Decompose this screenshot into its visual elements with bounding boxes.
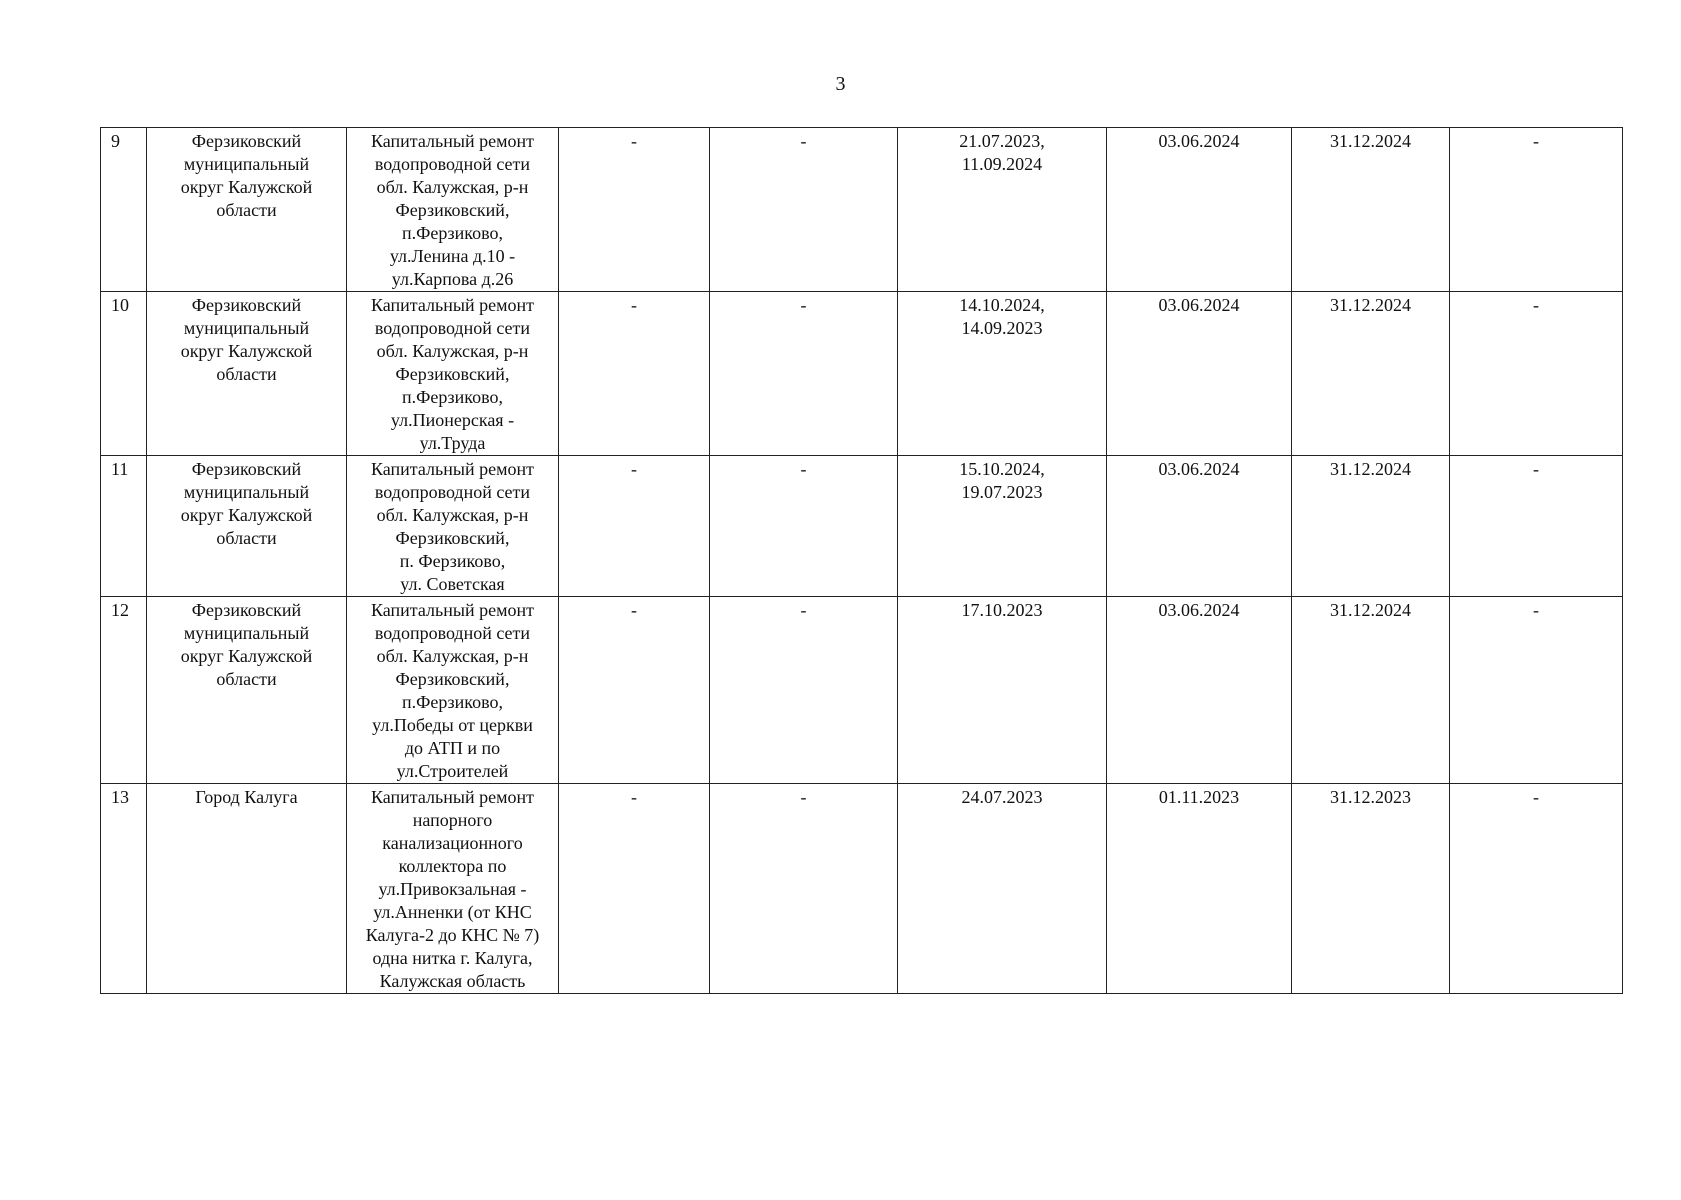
table-row xyxy=(101,597,1623,784)
dash-cell: - xyxy=(559,784,710,994)
dash-cell: - xyxy=(559,128,710,292)
object-cell: Капитальный ремонт водопроводной сети обл. Калужская, р-н Ферзиковский, п.Ферзиково, ул.Пионерская - ул.Труда xyxy=(347,292,559,456)
start-date-cell: 03.06.2024 xyxy=(1107,292,1292,456)
dash-cell: - xyxy=(710,597,898,784)
end-date-cell: 31.12.2023 xyxy=(1292,784,1450,994)
dash-cell: - xyxy=(710,292,898,456)
end-date-cell: 31.12.2024 xyxy=(1292,456,1450,597)
municipality-cell: Ферзиковский муниципальный округ Калужской области xyxy=(147,128,347,292)
dates-cell: 14.10.2024, 14.09.2023 xyxy=(898,292,1107,456)
dates-cell: 21.07.2023, 11.09.2024 xyxy=(898,128,1107,292)
row-number: 13 xyxy=(101,784,147,994)
dash-cell: - xyxy=(559,292,710,456)
dates-cell: 17.10.2023 xyxy=(898,597,1107,784)
dash-cell: - xyxy=(559,597,710,784)
row-number: 12 xyxy=(101,597,147,784)
end-date-cell: 31.12.2024 xyxy=(1292,597,1450,784)
dash-cell: - xyxy=(710,784,898,994)
row-number: 10 xyxy=(101,292,147,456)
object-cell: Капитальный ремонт водопроводной сети обл. Калужская, р-н Ферзиковский, п.Ферзиково, ул.Ленина д.10 - ул.Карпова д.26 xyxy=(347,128,559,292)
object-cell: Капитальный ремонт напорного канализационного коллектора по ул.Привокзальная - ул.Анненки (от КНС Калуга-2 до КНС № 7) одна нитка г. Калуга, Калужская область xyxy=(347,784,559,994)
table-row xyxy=(101,128,1623,292)
page-number: 3 xyxy=(835,73,846,95)
start-date-cell: 03.06.2024 xyxy=(1107,597,1292,784)
start-date-cell: 03.06.2024 xyxy=(1107,128,1292,292)
row-number: 11 xyxy=(101,456,147,597)
row-number: 9 xyxy=(101,128,147,292)
object-cell: Капитальный ремонт водопроводной сети обл. Калужская, р-н Ферзиковский, п.Ферзиково, ул.Победы от церкви до АТП и по ул.Строителей xyxy=(347,597,559,784)
dash-cell: - xyxy=(1450,597,1623,784)
table-row xyxy=(101,784,1623,994)
end-date-cell: 31.12.2024 xyxy=(1292,128,1450,292)
object-cell: Капитальный ремонт водопроводной сети обл. Калужская, р-н Ферзиковский, п. Ферзиково, ул. Советская xyxy=(347,456,559,597)
start-date-cell: 03.06.2024 xyxy=(1107,456,1292,597)
table-row xyxy=(101,456,1623,597)
municipality-cell: Ферзиковский муниципальный округ Калужской области xyxy=(147,456,347,597)
dates-cell: 15.10.2024, 19.07.2023 xyxy=(898,456,1107,597)
end-date-cell: 31.12.2024 xyxy=(1292,292,1450,456)
dash-cell: - xyxy=(1450,292,1623,456)
table-row xyxy=(101,292,1623,456)
dash-cell: - xyxy=(1450,128,1623,292)
dash-cell: - xyxy=(1450,456,1623,597)
dash-cell: - xyxy=(710,456,898,597)
municipality-cell: Ферзиковский муниципальный округ Калужской области xyxy=(147,292,347,456)
dash-cell: - xyxy=(710,128,898,292)
dash-cell: - xyxy=(559,456,710,597)
dates-cell: 24.07.2023 xyxy=(898,784,1107,994)
dash-cell: - xyxy=(1450,784,1623,994)
municipality-cell: Ферзиковский муниципальный округ Калужской области xyxy=(147,597,347,784)
municipality-cell: Город Калуга xyxy=(147,784,347,994)
works-table xyxy=(100,127,1623,994)
start-date-cell: 01.11.2023 xyxy=(1107,784,1292,994)
